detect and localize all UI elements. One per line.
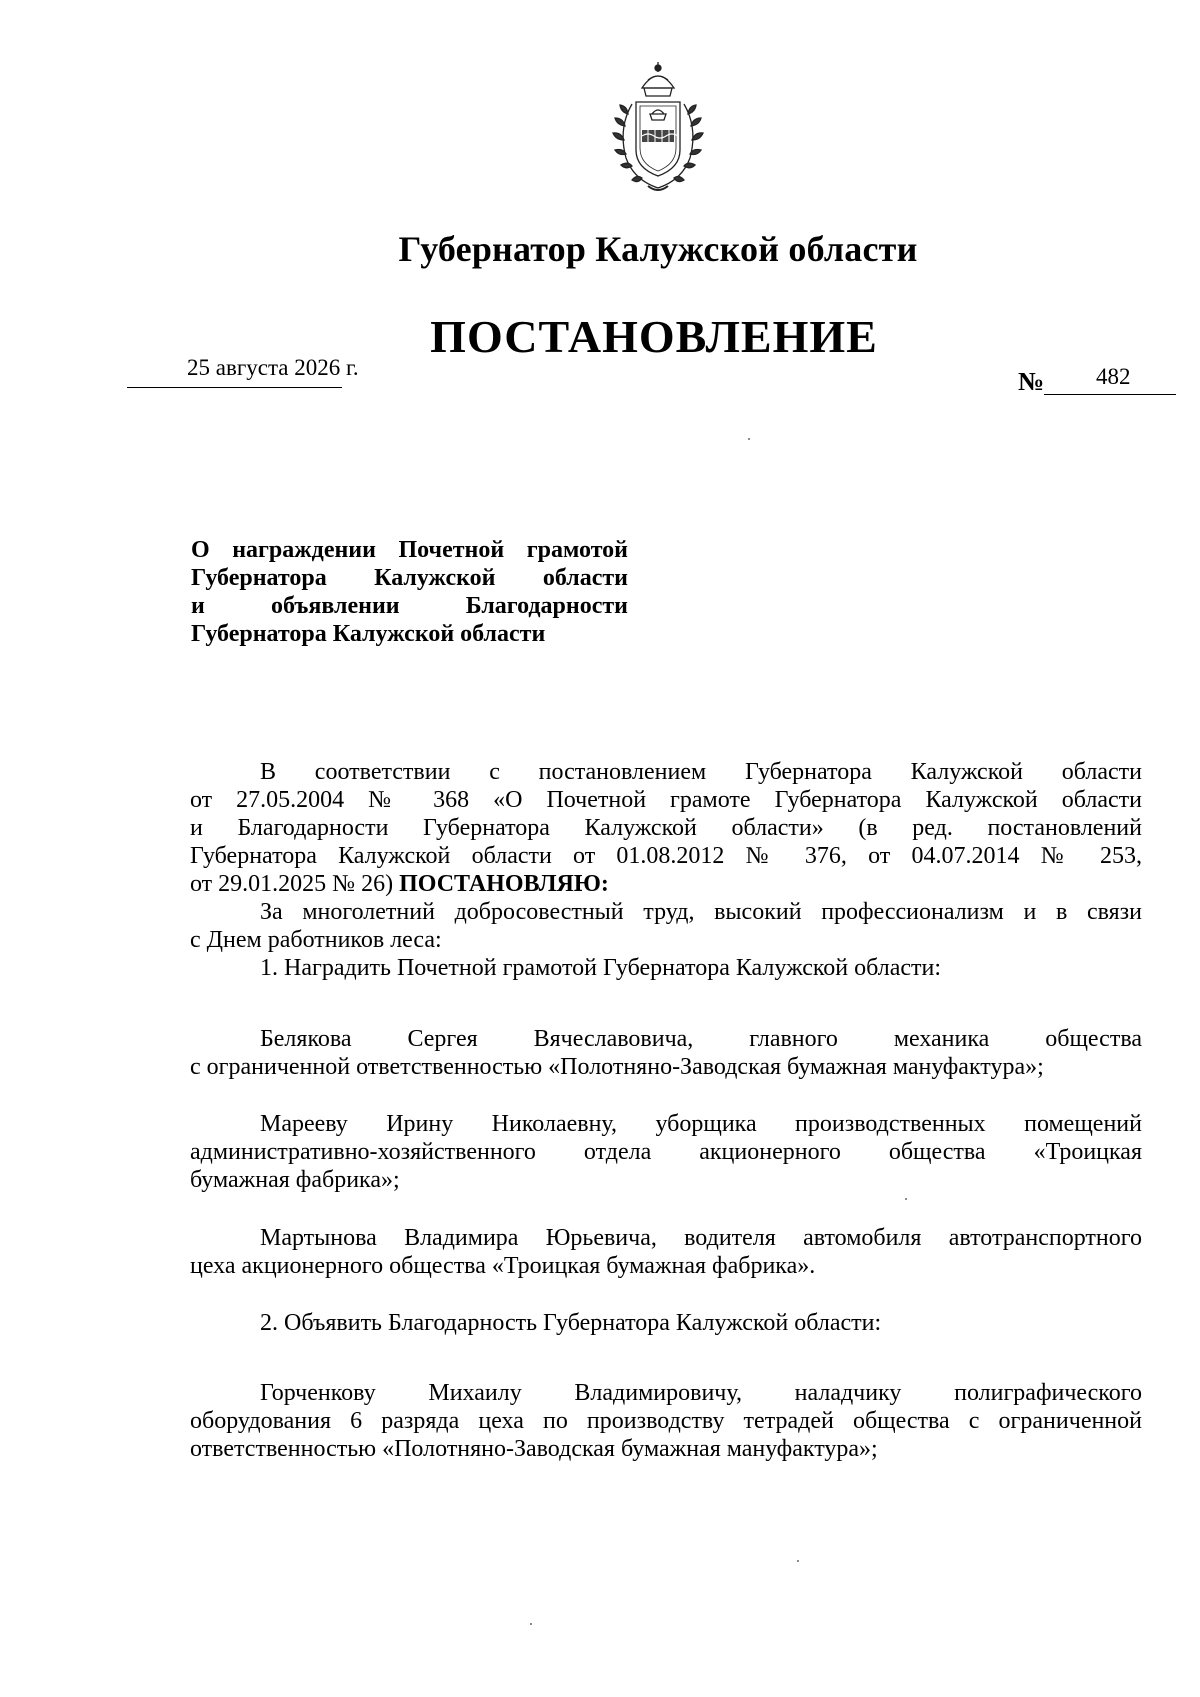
preamble-line: Губернатора Калужской области от 01.08.2012 № 376, от 04.07.2014 № 253,	[190, 843, 1142, 869]
section-2-heading: 2. Объявить Благодарность Губернатора Калужской области:	[260, 1310, 882, 1336]
gratitude-person-line: Горченкову Михаилу Владимировичу, наладчику полиграфического	[260, 1380, 1142, 1406]
scan-speck	[748, 438, 750, 440]
document-number: 482	[1096, 364, 1131, 389]
scan-speck	[905, 1198, 907, 1200]
document-number-label: №	[1018, 367, 1045, 396]
preamble-line	[190, 870, 1142, 898]
preamble-line: и Благодарности Губернатора Калужской области» (в ред. постановлений	[190, 815, 1142, 841]
gratitude-person-line: ответственностью «Полотняно-Заводская бумажная мануфактура»;	[190, 1436, 878, 1462]
preamble-line: от 27.05.2004 № 368 «О Почетной грамоте Губернатора Калужской области	[190, 787, 1142, 813]
preamble-line: В соответствии с постановлением Губернатора Калужской области	[260, 759, 1142, 785]
award-person-line: Марееву Ирину Николаевну, уборщика производственных помещений	[260, 1111, 1142, 1137]
document-date-field	[127, 355, 359, 388]
document-number-underline	[1044, 394, 1176, 395]
subject-line: Губернатора Калужской области	[191, 621, 546, 647]
scan-speck	[530, 1623, 532, 1625]
section-2-heading-block	[190, 1309, 1142, 1337]
gratitude-person-1	[190, 1379, 1142, 1463]
resolution-keyword: ПОСТАНОВЛЯЮ:	[399, 871, 609, 897]
award-person-2	[190, 1110, 1142, 1194]
award-person-line: с ограниченной ответственностью «Полотняно-Заводская бумажная мануфактура»;	[190, 1054, 1044, 1080]
subject-line: Губернатора Калужской области	[191, 565, 628, 591]
reason-paragraph	[190, 898, 1142, 954]
preamble-paragraph	[190, 758, 1142, 898]
document-subject	[191, 536, 628, 648]
scan-speck	[797, 1560, 799, 1562]
subject-line: О награждении Почетной грамотой	[191, 537, 628, 563]
section-1-heading-block	[190, 954, 1142, 982]
coat-of-arms-emblem-icon	[598, 58, 718, 198]
section-1-heading: 1. Наградить Почетной грамотой Губернатора Калужской области:	[260, 955, 942, 981]
award-person-line: бумажная фабрика»;	[190, 1167, 400, 1193]
document-type-title: ПОСТАНОВЛЕНИЕ	[430, 311, 878, 362]
award-person-line: Белякова Сергея Вячеславовича, главного механика общества	[260, 1026, 1142, 1052]
reason-line: с Днем работников леса:	[190, 927, 442, 953]
award-person-line: Мартынова Владимира Юрьевича, водителя автомобиля автотранспортного	[260, 1225, 1142, 1251]
award-person-1	[190, 1025, 1142, 1081]
subject-line: и объявлении Благодарности	[191, 593, 628, 619]
document-date: 25 августа 2026 г.	[187, 355, 359, 380]
issuing-authority: Губернатор Калужской области	[398, 229, 918, 269]
award-person-line: цеха акционерного общества «Троицкая бумажная фабрика».	[190, 1253, 816, 1279]
gratitude-person-line: оборудования 6 разряда цеха по производству тетрадей общества с ограниченной	[190, 1408, 1142, 1434]
reason-line: За многолетний добросовестный труд, высокий профессионализм и в связи	[260, 899, 1142, 925]
award-person-3	[190, 1224, 1142, 1280]
award-person-line: административно-хозяйственного отдела акционерного общества «Троицкая	[190, 1139, 1142, 1165]
preamble-reference: от 29.01.2025 № 26)	[190, 871, 394, 897]
